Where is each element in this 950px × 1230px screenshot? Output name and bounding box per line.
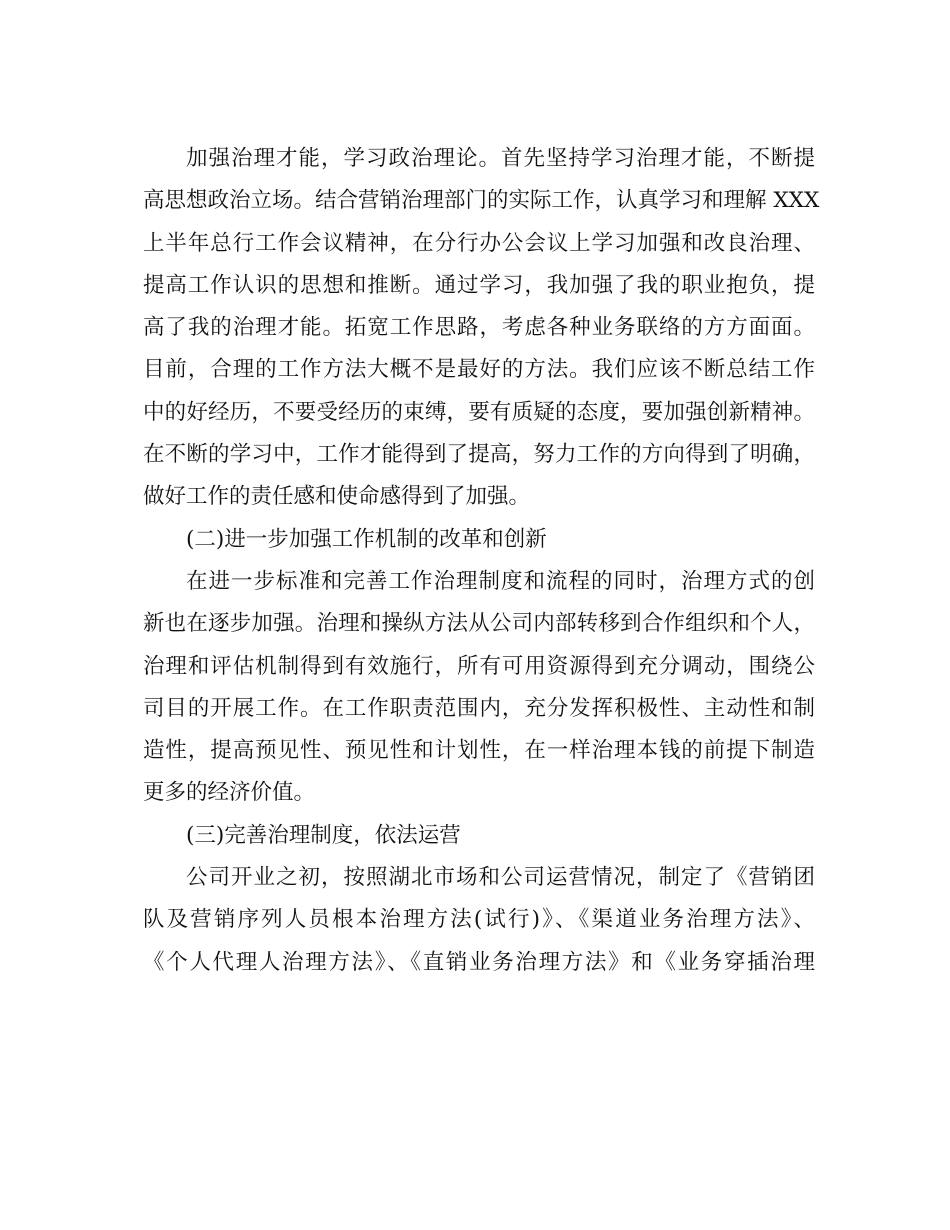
paragraph-line: 公司开业之初，按照湖北市场和公司运营情况，制定了《营销团 — [186, 865, 815, 891]
paragraph-line: 治理和评估机制得到有效施行，所有可用资源得到充分调动，围绕公 — [143, 653, 815, 679]
paragraph-line: 上半年总行工作会议精神，在分行办公会议上学习加强和改良治理、 — [143, 230, 815, 256]
paragraph-line: 司目的开展工作。在工作职责范围内，充分发挥积极性、主动性和制 — [143, 695, 815, 721]
paragraph-line: 在不断的学习中，工作才能得到了提高，努力工作的方向得到了明确， — [143, 442, 815, 468]
paragraph-line: 《个人代理人治理方法》、《直销业务治理方法》和《业务穿插治理 — [143, 949, 815, 975]
paragraph-line: 目前，合理的工作方法大概不是最好的方法。我们应该不断总结工作 — [143, 357, 815, 383]
paragraph-line: 新也在逐步加强。治理和操纵方法从公司内部转移到合作组织和个人， — [143, 611, 815, 637]
section-heading: (三)完善治理制度，依法运营 — [186, 822, 461, 848]
paragraph-line: 高思想政治立场。结合营销治理部门的实际工作，认真学习和理解 XXX — [143, 188, 820, 214]
paragraph-line: 中的好经历，不要受经历的束缚，要有质疑的态度，要加强创新精神。 — [143, 399, 815, 425]
paragraph-line: 做好工作的责任感和使命感得到了加强。 — [143, 484, 531, 510]
document-body — [143, 138, 820, 984]
paragraph-line: 队及营销序列人员根本治理方法(试行)》、《渠道业务治理方法》、 — [143, 907, 815, 933]
paragraph-line: 造性，提高预见性、预见性和计划性，在一样治理本钱的前提下制造 — [143, 738, 815, 764]
paragraph-line: 提高工作认识的思想和推断。通过学习，我加强了我的职业抱负，提 — [143, 272, 815, 298]
paragraph-line: 在进一步标准和完善工作治理制度和流程的同时，治理方式的创 — [186, 568, 815, 594]
paragraph-line: 更多的经济价值。 — [143, 780, 316, 806]
section-heading: (二)进一步加强工作机制的改革和创新 — [186, 526, 547, 552]
paragraph-line: 高了我的治理才能。拓宽工作思路，考虑各种业务联络的方方面面。 — [143, 315, 815, 341]
paragraph-line: 加强治理才能，学习政治理论。首先坚持学习治理才能，不断提 — [186, 146, 815, 171]
